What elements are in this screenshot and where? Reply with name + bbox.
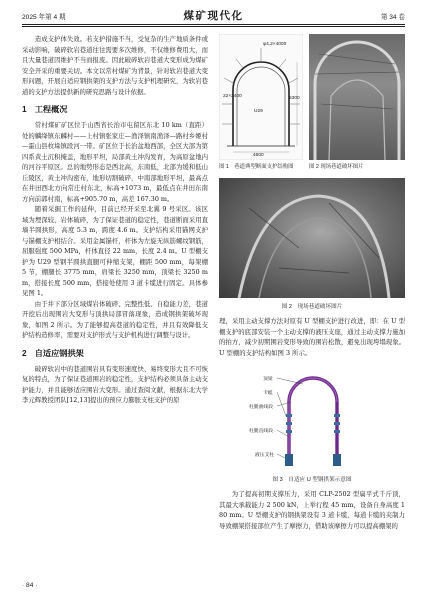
figure-3-caption: 图 3 自适应 U 型钢拱架示意图 [272,477,352,483]
figure-captions-row [219,162,405,174]
figure-2-caption: 图 2 现场巷道破坏图片 [281,304,343,310]
label-leg-straight: 柱腿直线段 [249,429,273,434]
label-clamp: 卡缆 [263,391,273,396]
figure-row [219,34,405,160]
header-rule-thin [22,26,405,27]
section-heading-2: 2 自适应钢拱架 [22,348,84,358]
running-header [22,9,405,23]
volume-label: 第 34 卷 [380,14,405,21]
paragraph-location: 常村煤矿矿区位于山西省长治市屯留区东北 10 km（直距）处的麟绛镇东麟村——上村镇张家庄—渔泽镇南渔泽—路村乡姬村—霍山县枚垛镇段河一带。矿区位于长治盆地西部，全区大部为第四系黄土沉积掩盖，地形平坦，局部黄土冲沟发育，为高原盆地内的河谷平原区。总的地势形态是西北高，东南低，北部为缓和低山丘陵区，黄土冲沟密布，地形切割破碎，中南部地形平坦，最高点在井田西北方向常庄村东北，标高+1073 m，最低点在井田东南方向前郭村南，标高+905.70 m，高差 167.30 m。 [22,121,208,203]
right-column [219,34,405,531]
anchor-spec-label: φ4.2×4000 [263,42,287,47]
figure-2-caption-short: 图 2 现场巷道破坏图片 [309,164,364,170]
label-leg-curved: 柱腿曲线段 [249,405,273,410]
journal-title: 煤矿现代化 [183,10,244,22]
bolt-spec-label: 22×2400 [223,94,242,99]
label-top-beam: 顶梁 [263,377,273,382]
tunnel-damage-photo [219,178,405,298]
height-dimension-label: 5300 [289,96,300,101]
steel-type-label: U29 [254,109,263,114]
intro-paragraph: 造成支护体失效。若支护措施不当，受复杂的生产地质条件或采动影响，破碎软岩巷道往往需要多次维修，不仅维修费用大，而且大量巷道因维护不当而报废。因此破碎软岩巷道大变形成为煤矿安全开采的重要关切。本文以常村煤矿为背景，针对软岩巷道大变形问题，开展自适应钢拱架的支护方法与支护机理研究，为软岩巷道的支护方法提供新的研究思路与设计依据。 [22,35,208,96]
header-rule-thick [22,24,405,25]
figure-1-caption: 图 1 巷道典型断面支护结构图 [219,164,294,170]
tunnel-damage-photo-top [309,34,405,160]
paragraph-adaptive: 破碎软岩中的巷道围岩具有变形速度快、易终变形大且不可恢复的特点，为了保证巷道围岩的稳定性，支护结构必须具备主动支护能力，并且能够适应围岩大变形。通过查阅文献，根据东北大学李元辉教授团队[12,13]提出的预应力膨胀支柱支护的原 [22,364,208,404]
section-heading-1: 1 工程概况 [22,105,68,114]
paragraph-jack: 为了提高初期支撑压力，采用 CLP-2502 型扁平式千斤顶，其最大承载能力 2 500 kN，上举行程 45 mm，设备自身高度 180 mm。U 型棚支护的钢拱架设有 3 道卡缆，每道卡缆的夹制力导致棚架搭接部位产生了摩擦力，借助该摩擦力可以提高棚架的 [219,490,405,530]
span-dimension-label: 4600 [253,153,264,158]
label-hydraulic-prop: 液压支柱 [255,453,275,458]
paragraph-active-support: 理，采用主动支撑方法对原有 U 型棚支护进行改进，即：在 U 型棚支护的底部安装一个主动支撑的液压支座，通过主动支撑力施加的拍方，减少初期围岩变形导致的围岩松散，避免出现垮塌现象。U 型棚的支护结构如图 3 所示。 [219,317,405,357]
left-column [22,34,208,406]
paragraph-failure: 由于井下部分区域煤岩体破碎、完整性低、自稳能力差，巷道开挖后出现围岩大变形与顶拱局部冒落现象，造成钢拱架破坏现象，如图 2 所示。为了能够提高巷道的稳定性，并且有效降低支护结构造修率，需要对支护形式与支护机构进行调整与设计。 [22,299,208,339]
paragraph-support: 随着采掘工作的延伸，目前已经开采至北翼 9 号采区。该区域为埋深较，岩体破碎，为了保证巷道的稳定性，巷道断面采用直墙半圆拱形，高度 5.3 m，跨度 4.6 m。支护结构采用锚网支护与锚棚支护相结合。采用金属锚杆，杆体为左旋无纵筋螺纹钢筋，屈服强度 500 MPa，杆体直径 22 mm，长度 2.4 m。U 型棚支护为 U29 型钢半圆拱直腿可伸缩支架，棚距 500 mm，每架棚 5 节，棚腿长 3775 mm，肩梁长 3250 mm，顶梁长 3250 mm，搭接长度 500 mm，搭接处使用 3 道卡缆进行固定。具体参见图 1。 [22,205,208,297]
issue-label: 2025 年第 4 期 [22,14,66,21]
page-number: · 84 · [22,582,38,589]
adaptive-arch-diagram [219,362,405,472]
